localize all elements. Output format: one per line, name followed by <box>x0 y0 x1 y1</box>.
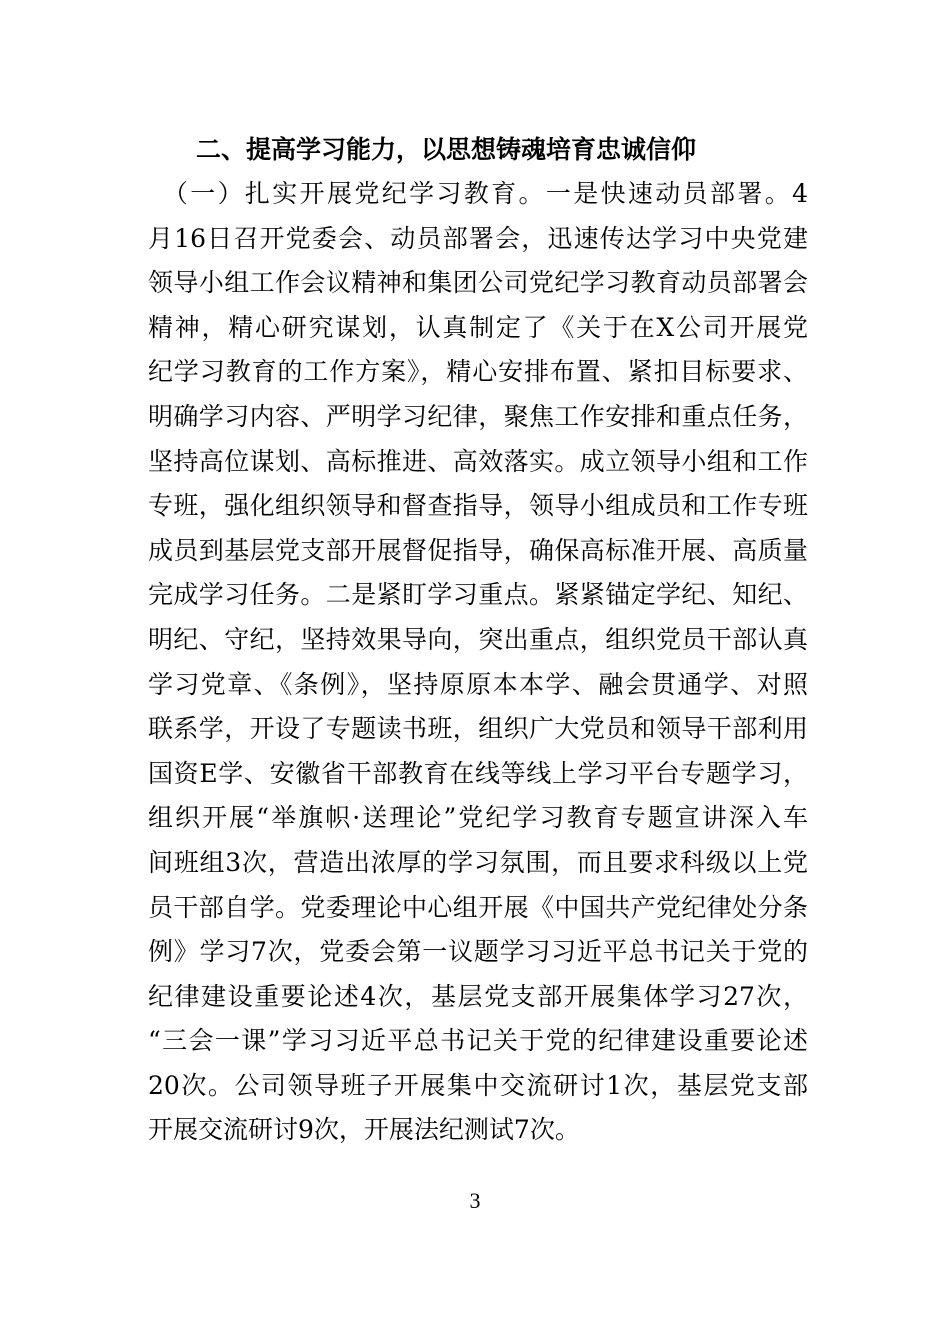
paragraph-line: 精神，精心研究谋划，认真制定了《关于在X公司开展党 <box>148 312 808 342</box>
paragraph-line: 领导小组工作会议精神和集团公司党纪学习教育动员部署会 <box>148 268 808 298</box>
paragraph-line: 间班组3次，营造出浓厚的学习氛围，而且要求科级以上党 <box>148 847 808 877</box>
paragraph-line: 国资E学、安徽省干部教育在线等线上学习平台专题学习， <box>148 758 808 788</box>
paragraph-line: 例》学习7次，党委会第一议题学习习近平总书记关于党的 <box>148 937 808 967</box>
body-paragraph <box>148 172 808 1153</box>
paragraph-line: 明确学习内容、严明学习纪律，聚焦工作安排和重点任务， <box>148 401 808 431</box>
paragraph-line: 坚持高位谋划、高标推进、高效落实。成立领导小组和工作 <box>148 446 808 476</box>
paragraph-line: 月16日召开党委会、动员部署会，迅速传达学习中央党建 <box>148 223 808 253</box>
paragraph-line: 纪学习教育的工作方案》，精心安排布置、紧扣目标要求、 <box>148 357 808 387</box>
page-number: 3 <box>469 1188 481 1213</box>
section-heading: 二、提高学习能力，以思想铸魂培育忠诚信仰 <box>196 135 697 164</box>
paragraph-line: 联系学，开设了专题读书班，组织广大党员和领导干部利用 <box>148 714 808 744</box>
paragraph-line: 20次。公司领导班子开展集中交流研讨1次，基层党支部 <box>148 1070 808 1100</box>
paragraph-line: 纪律建设重要论述4次，基层党支部开展集体学习27次， <box>148 981 808 1011</box>
paragraph-line: 成员到基层党支部开展督促指导，确保高标准开展、高质量 <box>148 535 808 565</box>
paragraph-line: 明纪、守纪，坚持效果导向，突出重点，组织党员干部认真 <box>148 624 808 654</box>
paragraph-line: 专班，强化组织领导和督查指导，领导小组成员和工作专班 <box>148 491 808 521</box>
paragraph-line: 组织开展“举旗帜·送理论”党纪学习教育专题宣讲深入车 <box>148 803 808 833</box>
paragraph-line: 员干部自学。党委理论中心组开展《中国共产党纪律处分条 <box>148 892 808 922</box>
paragraph-line: 完成学习任务。二是紧盯学习重点。紧紧锚定学纪、知纪、 <box>148 580 808 610</box>
paragraph-line: （一）扎实开展党纪学习教育。一是快速动员部署。4 <box>148 179 808 208</box>
paragraph-line: “三会一课”学习习近平总书记关于党的纪律建设重要论述 <box>148 1026 808 1056</box>
paragraph-line: 学习党章、《条例》，坚持原原本本学、融会贯通学、对照 <box>148 669 808 699</box>
paragraph-line: 开展交流研讨9次，开展法纪测试7次。 <box>148 1115 580 1145</box>
